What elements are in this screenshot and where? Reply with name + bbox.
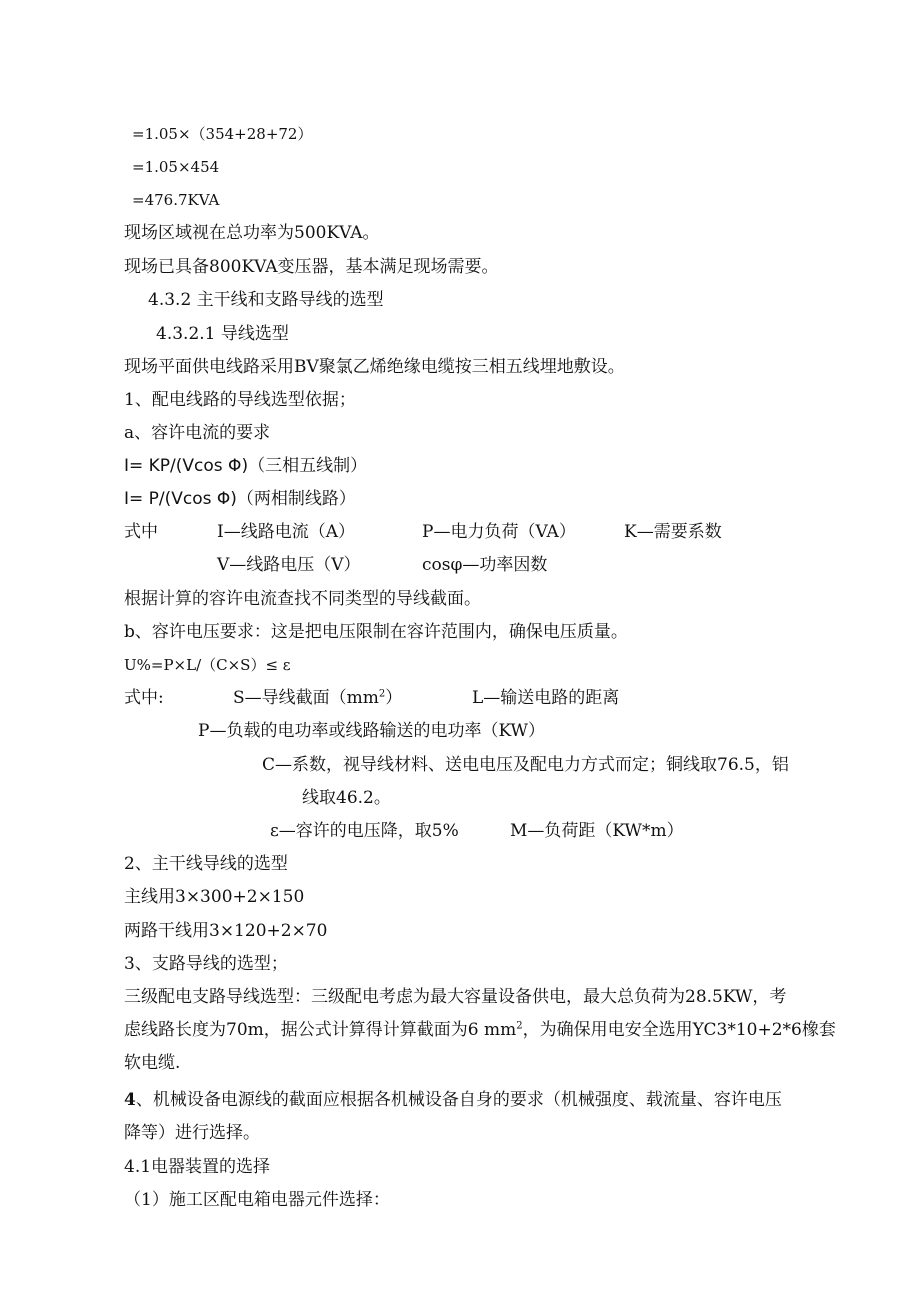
transformer-line: 现场已具备800KVA变压器，基本满足现场需要。 [124,257,499,277]
lookup-section-line: 根据计算的容许电流查找不同类型的导线截面。 [124,589,481,609]
def-load-power: P—负载的电功率或线路输送的电功率（KW） [198,721,546,741]
superscript-2: 2 [378,688,386,700]
branch-para-text-a: 虑线路长度为70m，据公式计算得计算截面为6 mm [124,1020,517,1040]
allowed-voltage-line: b、容许电压要求：这是把电压限制在容许范围内，确保电压质量。 [124,622,628,642]
cable-method-line: 现场平面供电线路采用BV聚氯乙烯绝缘电缆按三相五线埋地敷设。 [124,357,625,377]
branch-para-text-b: ，为确保用电安全选用YC3*10+2*6橡套 [522,1020,836,1040]
superscript-2-b: 2 [516,1020,523,1032]
machine-cable-para-line-1 [124,1090,782,1110]
def-cross-section-close: ） [385,688,403,708]
formula-line-1: =1.05×（354+28+72） [132,125,313,143]
branch-para-line-2 [124,1020,836,1040]
branch-para-line-3: 软电缆. [124,1053,181,1073]
formula-line-3: =476.7KVA [132,191,220,209]
branch-line-heading: 3、支路导线的选型； [124,954,288,974]
def-coefficient: C—系数，视导线材料、送电电压及配电力方式而定；铜线取76.5，铝 [262,755,789,775]
def-line-voltage: V—线路电压（V） [217,555,361,575]
current-formula-two-phase: I= P/(Vcos Φ)（两相制线路） [124,489,356,509]
branch-para-line-1: 三级配电支路导线选型：三级配电考虑为最大容量设备供电，最大总负荷为28.5KW，考 [124,987,787,1007]
formula-line-2: =1.05×454 [132,158,220,176]
subsection-1-heading: （1）施工区配电箱电器元件选择： [124,1190,390,1210]
def-load-moment: M—负荷距（KW*m） [510,821,684,841]
def-power-factor: cosφ—功率因数 [422,555,548,575]
section-heading-4-3-2-1: 4.3.2.1 导线选型 [156,324,289,344]
section-heading-4-3-2: 4.3.2 主干线和支路导线的选型 [148,290,384,310]
def-voltage-drop: ε—容许的电压降，取5% [270,821,459,841]
trunk-line-spec: 两路干线用3×120+2×70 [124,921,328,941]
where-label-2: 式中: [124,688,164,708]
def-demand-factor: K—需要系数 [624,522,722,542]
item-number-4: 4 [124,1090,136,1110]
allowed-current-heading: a、容许电流的要求 [124,423,271,443]
section-heading-4-1: 4.1电器装置的选择 [124,1157,271,1177]
where-label-1: 式中 [124,522,158,542]
main-line-heading: 2、主干线导线的选型 [124,854,288,874]
def-distance: L—输送电路的距离 [472,688,620,708]
machine-cable-text: 、机械设备电源线的截面应根据各机械设备自身的要求（机械强度、载流量、容许电压 [135,1090,782,1110]
def-cross-section-text: S—导线截面（mm [233,688,379,708]
main-line-spec: 主线用3×300+2×150 [124,887,305,907]
basis-heading: 1、配电线路的导线选型依据； [124,390,356,410]
current-formula-three-phase: I= KP/(Vcos Φ)（三相五线制） [124,456,368,476]
def-power-load: P—电力负荷（VA） [422,522,576,542]
def-cross-section [233,688,402,708]
machine-cable-para-line-2: 降等）进行选择。 [124,1123,260,1143]
def-coefficient-cont: 线取46.2。 [302,788,391,808]
voltage-drop-formula: U%=P×L/（C×S）≤ ε [124,656,291,674]
total-power-line: 现场区域视在总功率为500KVA。 [124,223,380,243]
def-line-current: I—线路电流（A） [217,522,355,542]
